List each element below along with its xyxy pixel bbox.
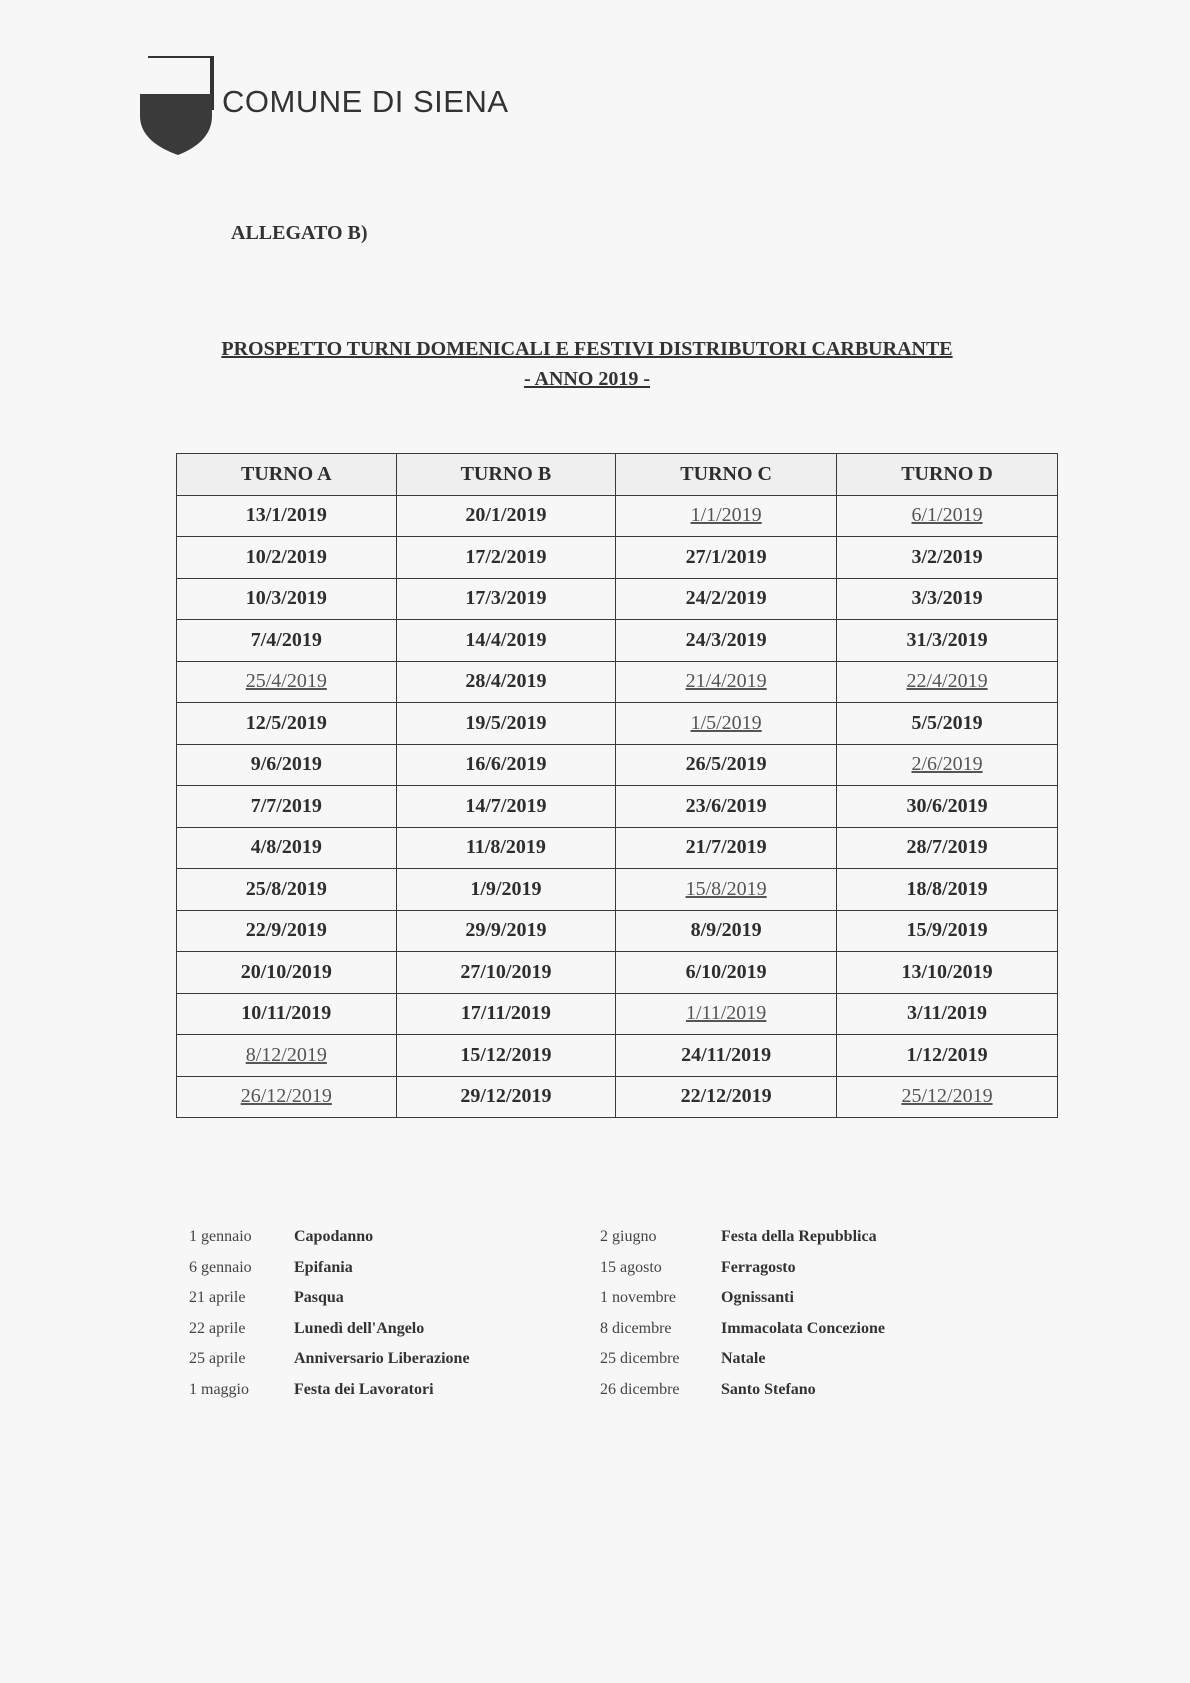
document-subtitle: - ANNO 2019 - — [523, 368, 651, 390]
document-title: PROSPETTO TURNI DOMENICALI E FESTIVI DISTRIBUTORI CARBURANTE — [221, 338, 953, 360]
holiday-date: 1 gennaio — [189, 1228, 252, 1246]
date-cell: 28/7/2019 — [837, 827, 1058, 869]
table-row — [177, 661, 1058, 703]
date-cell: 14/4/2019 — [396, 620, 616, 662]
holiday-date-cell: 25/12/2019 — [837, 1076, 1058, 1118]
table-row — [177, 1076, 1058, 1118]
date-cell: 27/10/2019 — [396, 952, 616, 994]
date-cell: 10/2/2019 — [177, 537, 397, 579]
table-row — [177, 744, 1058, 786]
date-cell: 29/9/2019 — [396, 910, 616, 952]
date-cell: 16/6/2019 — [396, 744, 616, 786]
holiday-date: 21 aprile — [189, 1289, 246, 1307]
holiday-date-cell: 6/1/2019 — [837, 495, 1058, 537]
holiday-date-cell: 21/4/2019 — [616, 661, 837, 703]
date-cell: 7/4/2019 — [177, 620, 397, 662]
holiday-item — [189, 1283, 470, 1314]
holiday-item — [189, 1314, 470, 1345]
logo-text: COMUNE DI SIENA — [222, 84, 509, 119]
holiday-item — [600, 1253, 885, 1284]
holiday-date: 25 aprile — [189, 1350, 246, 1368]
table-row — [177, 620, 1058, 662]
holiday-name: Lunedì dell'Angelo — [294, 1319, 425, 1337]
holiday-date-cell: 8/12/2019 — [177, 1035, 397, 1077]
holiday-item — [189, 1344, 470, 1375]
table-row — [177, 910, 1058, 952]
holiday-name: Epifania — [294, 1258, 353, 1276]
column-header: TURNO C — [616, 454, 837, 496]
holiday-date: 26 dicembre — [600, 1380, 680, 1398]
date-cell: 28/4/2019 — [396, 661, 616, 703]
holiday-date-cell: 15/8/2019 — [616, 869, 837, 911]
date-cell: 11/8/2019 — [396, 827, 616, 869]
attachment-label: ALLEGATO B) — [231, 222, 368, 244]
date-cell: 24/3/2019 — [616, 620, 837, 662]
date-cell: 17/2/2019 — [396, 537, 616, 579]
holiday-date: 22 aprile — [189, 1319, 246, 1337]
table-row — [177, 537, 1058, 579]
holiday-date-cell: 1/5/2019 — [616, 703, 837, 745]
table-row — [177, 1035, 1058, 1077]
date-cell: 13/10/2019 — [837, 952, 1058, 994]
holiday-date: 25 dicembre — [600, 1350, 680, 1368]
holiday-name: Ognissanti — [721, 1289, 794, 1307]
holiday-name: Santo Stefano — [721, 1380, 816, 1398]
column-header: TURNO D — [837, 454, 1058, 496]
date-cell: 17/3/2019 — [396, 578, 616, 620]
table-row — [177, 786, 1058, 828]
holiday-date: 1 maggio — [189, 1380, 249, 1398]
holiday-item — [600, 1222, 885, 1253]
table-row — [177, 578, 1058, 620]
date-cell: 10/3/2019 — [177, 578, 397, 620]
date-cell: 25/8/2019 — [177, 869, 397, 911]
holiday-name: Festa della Repubblica — [721, 1228, 877, 1246]
date-cell: 12/5/2019 — [177, 703, 397, 745]
date-cell: 7/7/2019 — [177, 786, 397, 828]
column-header: TURNO B — [396, 454, 616, 496]
holiday-legend-left — [189, 1222, 470, 1405]
holiday-item — [600, 1283, 885, 1314]
holiday-date: 6 gennaio — [189, 1258, 252, 1276]
date-cell: 15/9/2019 — [837, 910, 1058, 952]
holiday-name: Pasqua — [294, 1289, 344, 1307]
shifts-table — [176, 453, 1058, 1118]
date-cell: 6/10/2019 — [616, 952, 837, 994]
holiday-date: 15 agosto — [600, 1258, 662, 1276]
holiday-name: Ferragosto — [721, 1258, 796, 1276]
date-cell: 10/11/2019 — [177, 993, 397, 1035]
date-cell: 20/1/2019 — [396, 495, 616, 537]
date-cell: 22/12/2019 — [616, 1076, 837, 1118]
column-header: TURNO A — [177, 454, 397, 496]
holiday-item — [189, 1375, 470, 1406]
date-cell: 18/8/2019 — [837, 869, 1058, 911]
holiday-date-cell: 22/4/2019 — [837, 661, 1058, 703]
date-cell: 3/3/2019 — [837, 578, 1058, 620]
date-cell: 26/5/2019 — [616, 744, 837, 786]
holiday-date: 2 giugno — [600, 1228, 657, 1246]
date-cell: 13/1/2019 — [177, 495, 397, 537]
holiday-date-cell: 1/11/2019 — [616, 993, 837, 1035]
holiday-date-cell: 26/12/2019 — [177, 1076, 397, 1118]
holiday-date-cell: 1/1/2019 — [616, 495, 837, 537]
table-row — [177, 703, 1058, 745]
holiday-name: Immacolata Concezione — [721, 1319, 885, 1337]
date-cell: 23/6/2019 — [616, 786, 837, 828]
holiday-item — [600, 1314, 885, 1345]
holiday-name: Anniversario Liberazione — [294, 1350, 470, 1368]
date-cell: 17/11/2019 — [396, 993, 616, 1035]
date-cell: 24/2/2019 — [616, 578, 837, 620]
table-header-row — [177, 454, 1058, 496]
date-cell: 9/6/2019 — [177, 744, 397, 786]
table-row — [177, 495, 1058, 537]
date-cell: 15/12/2019 — [396, 1035, 616, 1077]
holiday-legend-right — [600, 1222, 885, 1405]
holiday-item — [189, 1222, 470, 1253]
holiday-name: Natale — [721, 1350, 766, 1368]
date-cell: 3/2/2019 — [837, 537, 1058, 579]
holiday-name: Capodanno — [294, 1228, 374, 1246]
date-cell: 24/11/2019 — [616, 1035, 837, 1077]
holiday-item — [600, 1375, 885, 1406]
siena-shield-icon — [138, 56, 218, 156]
holiday-date: 8 dicembre — [600, 1319, 672, 1337]
date-cell: 5/5/2019 — [837, 703, 1058, 745]
table-row — [177, 869, 1058, 911]
table-row — [177, 827, 1058, 869]
date-cell: 22/9/2019 — [177, 910, 397, 952]
table-row — [177, 993, 1058, 1035]
date-cell: 27/1/2019 — [616, 537, 837, 579]
date-cell: 21/7/2019 — [616, 827, 837, 869]
date-cell: 30/6/2019 — [837, 786, 1058, 828]
holiday-item — [600, 1344, 885, 1375]
date-cell: 20/10/2019 — [177, 952, 397, 994]
holiday-date-cell: 25/4/2019 — [177, 661, 397, 703]
date-cell: 4/8/2019 — [177, 827, 397, 869]
date-cell: 3/11/2019 — [837, 993, 1058, 1035]
date-cell: 19/5/2019 — [396, 703, 616, 745]
holiday-date-cell: 2/6/2019 — [837, 744, 1058, 786]
date-cell: 29/12/2019 — [396, 1076, 616, 1118]
date-cell: 8/9/2019 — [616, 910, 837, 952]
date-cell: 1/12/2019 — [837, 1035, 1058, 1077]
date-cell: 1/9/2019 — [396, 869, 616, 911]
holiday-item — [189, 1253, 470, 1284]
table-row — [177, 952, 1058, 994]
date-cell: 14/7/2019 — [396, 786, 616, 828]
date-cell: 31/3/2019 — [837, 620, 1058, 662]
comune-logo — [138, 56, 518, 156]
holiday-date: 1 novembre — [600, 1289, 676, 1307]
holiday-name: Festa dei Lavoratori — [294, 1380, 434, 1398]
